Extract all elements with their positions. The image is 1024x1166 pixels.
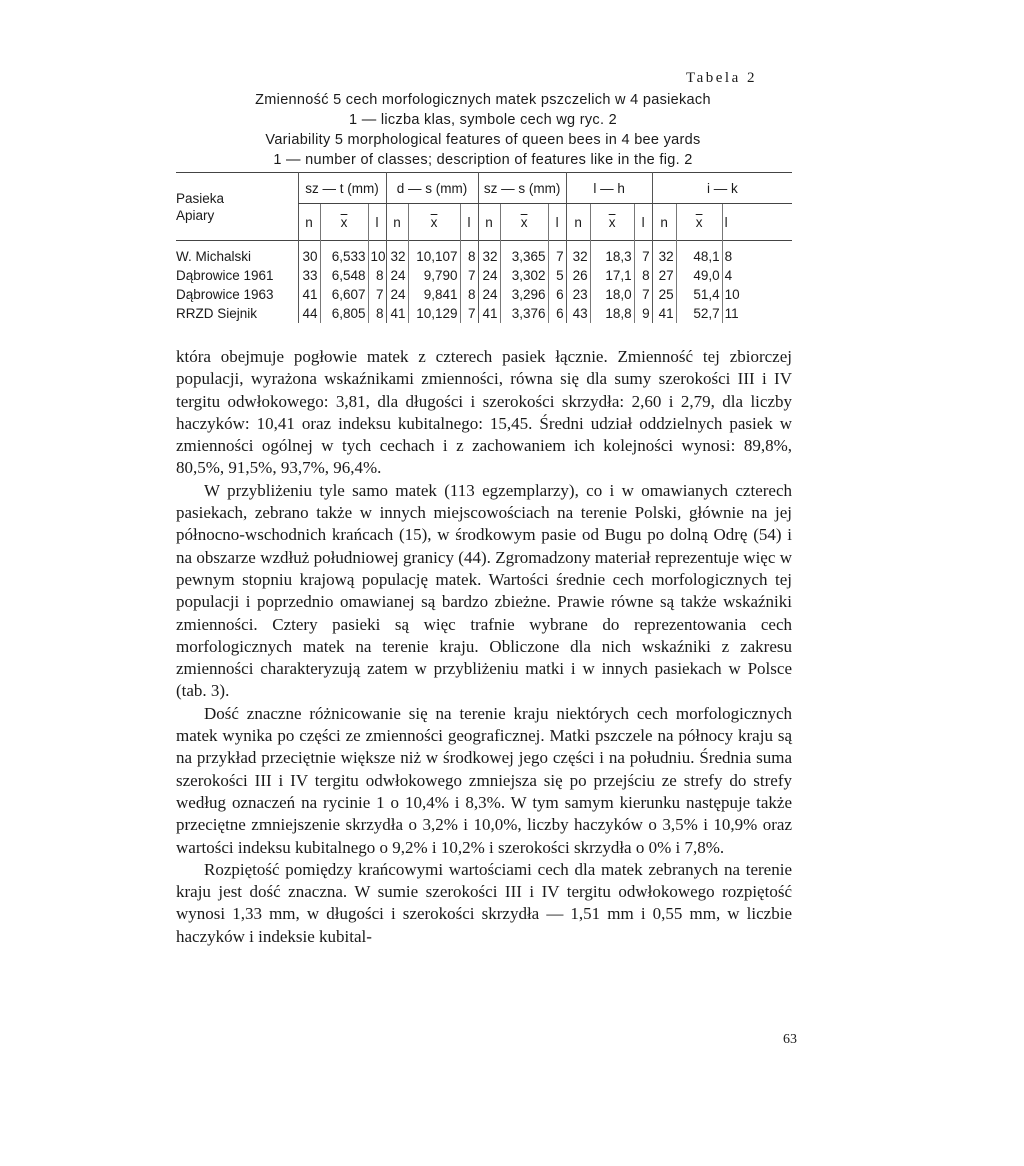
table-cell: 51,4	[676, 285, 722, 304]
subheader-l: l	[460, 204, 478, 241]
paragraph: Dość znaczne różnicowanie się na terenie kraju niektórych cech morfologicznych matek wynika po części ze zmienności geograficznej. Matki pszczele na północy kraju są na przykład przeciętnie większe niż w środkowej jego części i na południu. Średnia suma szerokości III i IV tergitu odwłokowego zmniejsza się po przejściu ze strefy do strefy według oznaczeń na rycinie 1 o 10,4% i 8,3%. W tym samym kierunku następuje także przeciętne zmniejszenie skrzydła o 3,2% i 10,0%, liczby haczyków o 3,5% i 10,9% oraz wartości indeksu kubitalnego o 9,2% i 10,2% i szerokości skrzydła o 0% i 7,8%.	[176, 703, 792, 857]
table-number: Tabela 2	[686, 70, 758, 86]
table-cell: 27	[652, 266, 676, 285]
table-cell: 7	[460, 266, 478, 285]
table-cell: 41	[652, 304, 676, 323]
table-cell: 8	[722, 241, 792, 267]
table-cell: 33	[298, 266, 320, 285]
caption-line-pl-title: Zmienność 5 cech morfologicznych matek pszczelich w 4 pasiekach	[255, 92, 711, 108]
table-cell: 9,841	[408, 285, 460, 304]
table-cell: 8	[460, 241, 478, 267]
table-cell: 24	[386, 285, 408, 304]
table-cell: 9	[634, 304, 652, 323]
paragraph: która obejmuje pogłowie matek z czterech pasiek łącznie. Zmienność tej zbiorczej populacji, wyrażona wskaźnikami zmienności, równa się dla sumy szerokości III i IV tergitu odwłokowego: 3,81, dla długości i szerokości skrzydła: 2,60 i 2,79, dla liczby haczyków: 10,41 oraz indeksu kubitalnego: 15,45. Średni udział oddzielnych pasiek w zmienności ogólnej w tych cechach i z zachowaniem ich kolejności wynosi: 89,8%, 80,5%, 91,5%, 93,7%, 96,4%.	[176, 347, 792, 478]
table-cell: 10,129	[408, 304, 460, 323]
apiary-header-pl: Pasieka	[176, 190, 225, 206]
table-cell: 10,107	[408, 241, 460, 267]
caption-line-pl-note: 1 — liczba klas, symbole cech wg ryc. 2	[349, 112, 617, 128]
table-cell: 6,607	[320, 285, 368, 304]
table-cell: 24	[478, 266, 500, 285]
table-cell: 3,376	[500, 304, 548, 323]
subheader-l: l	[368, 204, 386, 241]
page-number: 63	[783, 1032, 797, 1047]
table-cell: 7	[634, 241, 652, 267]
table-cell: 30	[298, 241, 320, 267]
group-header-sz-t: sz — t (mm)	[298, 173, 386, 204]
group-header-sz-s: sz — s (mm)	[478, 173, 566, 204]
table-cell: 6	[548, 304, 566, 323]
table-cell: 41	[386, 304, 408, 323]
table-cell: 17,1	[590, 266, 634, 285]
subheader-l: l	[634, 204, 652, 241]
table-cell: 10	[368, 241, 386, 267]
table-cell: 48,1	[676, 241, 722, 267]
table-cell: 18,0	[590, 285, 634, 304]
table-cell: 7	[634, 285, 652, 304]
subheader-n: n	[652, 204, 676, 241]
subheader-l: l	[548, 204, 566, 241]
table-cell: 32	[652, 241, 676, 267]
table-cell: 6	[548, 285, 566, 304]
apiary-column-header	[176, 173, 298, 241]
table-cell: 6,548	[320, 266, 368, 285]
group-header-l-h: l — h	[566, 173, 652, 204]
table-cell: 7	[548, 241, 566, 267]
caption-line-en-note: 1 — number of classes; description of features like in the fig. 2	[273, 152, 693, 168]
table-cell: 7	[368, 285, 386, 304]
table-cell: 32	[566, 241, 590, 267]
table-cell: 8	[368, 266, 386, 285]
subheader-x: $\overline{x}$	[590, 204, 634, 241]
variability-table	[176, 172, 792, 323]
table-row	[176, 285, 792, 304]
table-cell: 32	[386, 241, 408, 267]
table-row	[176, 241, 792, 267]
subheader-l: l	[722, 204, 792, 241]
caption-line-en-title: Variability 5 morphological features of queen bees in 4 bee yards	[265, 132, 701, 148]
table-cell: 26	[566, 266, 590, 285]
subheader-x: $\overline{x}$	[500, 204, 548, 241]
table-cell: 8	[634, 266, 652, 285]
group-header-d-s: d — s (mm)	[386, 173, 478, 204]
table-caption	[170, 90, 796, 170]
apiary-header-en: Apiary	[176, 207, 215, 223]
table-cell: 24	[386, 266, 408, 285]
table-cell: 3,296	[500, 285, 548, 304]
table-row	[176, 304, 792, 323]
table-cell: 18,8	[590, 304, 634, 323]
table-cell: 52,7	[676, 304, 722, 323]
group-header-i-k: i — k	[652, 173, 792, 204]
table-cell: 43	[566, 304, 590, 323]
table-cell: 32	[478, 241, 500, 267]
apiary-name: RRZD Siejnik	[176, 306, 258, 321]
apiary-name: Dąbrowice 1961	[176, 268, 274, 283]
table-cell: 9,790	[408, 266, 460, 285]
subheader-x: $\overline{x}$	[408, 204, 460, 241]
table-cell: 3,302	[500, 266, 548, 285]
table-cell: 3,365	[500, 241, 548, 267]
table-cell: 8	[368, 304, 386, 323]
table-cell: 24	[478, 285, 500, 304]
subheader-n: n	[386, 204, 408, 241]
table-cell: 11	[722, 304, 792, 323]
table-cell: 41	[298, 285, 320, 304]
table-cell: 25	[652, 285, 676, 304]
apiary-name: W. Michalski	[176, 249, 252, 264]
body-text	[176, 346, 792, 948]
table-cell: 8	[460, 285, 478, 304]
table-cell: 6,805	[320, 304, 368, 323]
table-cell: 41	[478, 304, 500, 323]
table-cell: 4	[722, 266, 792, 285]
subheader-n: n	[566, 204, 590, 241]
subheader-x: $\overline{x}$	[676, 204, 722, 241]
table-cell: 44	[298, 304, 320, 323]
table-cell: 7	[460, 304, 478, 323]
subheader-x: $\overline{x}$	[320, 204, 368, 241]
paragraph: W przybliżeniu tyle samo matek (113 egzemplarzy), co i w omawianych czterech pasiekach, zebrano także w innych miejscowościach na terenie Polski, głównie na jej północno-wschodnich krańcach (15), w środkowym pasie od Bugu po dolną Odrę (54) i na obszarze wzdłuż południowej granicy (44). Zgromadzony materiał reprezentuje więc w pewnym stopniu krajową populację matek. Wartości średnie cech morfologicznych tej populacji i poprzednio omawianej są bardzo zbieżne. Prawie równe są także wskaźniki zmienności. Cztery pasieki są więc trafnie wybrane do reprezentowania cech morfologicznych matek na terenie kraju. Obliczone dla nich wskaźniki z zakresu zmienności charakteryzują zatem w przybliżeniu matki i w innych pasiekach w Polsce (tab. 3).	[176, 480, 792, 701]
paragraph: Rozpiętość pomiędzy krańcowymi wartościami cech dla matek zebranych na terenie kraju jest dość znaczna. W sumie szerokości III i IV tergitu odwłokowego rozpiętość wynosi 1,33 mm, w długości i szerokości skrzydła — 1,51 mm i 0,55 mm, w liczbie haczyków i indeksie kubital-	[176, 859, 792, 946]
table-cell: 49,0	[676, 266, 722, 285]
table-cell: 10	[722, 285, 792, 304]
table-cell: 18,3	[590, 241, 634, 267]
subheader-n: n	[298, 204, 320, 241]
subheader-n: n	[478, 204, 500, 241]
table-cell: 6,533	[320, 241, 368, 267]
table-cell: 23	[566, 285, 590, 304]
apiary-name: Dąbrowice 1963	[176, 287, 274, 302]
table-cell: 5	[548, 266, 566, 285]
table-row	[176, 266, 792, 285]
